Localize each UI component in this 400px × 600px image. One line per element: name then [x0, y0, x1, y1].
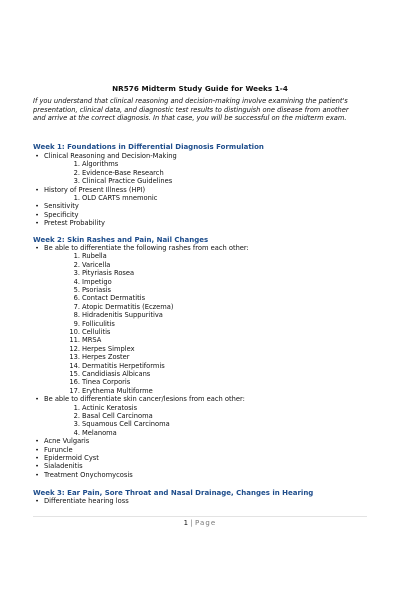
page-footer	[0, 519, 400, 527]
sub-list-item: Clinical Practice Guidelines	[82, 177, 173, 186]
sub-list-item: Folliculitis	[82, 319, 115, 328]
list-number: 7.	[73, 302, 80, 311]
bullet-icon: •	[35, 497, 39, 505]
intro-paragraph: If you understand that clinical reasoning and decision-making involve examining the patient's presentation, clinical data, and diagnostic test results to distinguish one disease from another and arrive at the correct diagnosis. In that case, you will be successful on the midterm exam.	[33, 97, 349, 123]
sub-list-item: Algorithms	[82, 160, 119, 169]
sub-list-item: Melanoma	[82, 428, 117, 437]
sub-list-item: Psoriasis	[82, 286, 112, 294]
sub-list-item: Contact Dermatitis	[82, 294, 146, 303]
bullet-icon: •	[35, 454, 39, 462]
list-item: Sensitivity	[44, 202, 79, 211]
list-number: 17.	[69, 386, 80, 395]
week3-heading: Week 3: Ear Pain, Sore Throat and Nasal Drainage, Changes in Hearing	[33, 489, 314, 497]
list-number: 8.	[73, 311, 80, 320]
sub-list-item: OLD CARTS mnemonic	[82, 194, 158, 202]
list-number: 2.	[73, 412, 80, 420]
page-label: Page	[194, 519, 217, 527]
sub-list-item: Hidradenitis Suppuritiva	[82, 311, 163, 320]
list-item: Sialadenitis	[44, 462, 83, 471]
list-number: 3.	[73, 420, 80, 429]
list-item: Be able to differentiate the following rashes from each other:	[44, 244, 249, 252]
sub-list-item: Herpes Zoster	[82, 353, 130, 362]
list-number: 11.	[69, 336, 80, 345]
bullet-icon: •	[35, 152, 39, 160]
list-number: 1.	[73, 252, 80, 261]
sub-list-item: Cellulitis	[82, 328, 111, 336]
bullet-icon: •	[35, 395, 39, 404]
list-number: 9.	[73, 319, 80, 328]
page-number: 1	[183, 519, 189, 527]
list-item: Differentiate hearing loss	[44, 497, 129, 505]
sub-list-item: Squamous Cell Carcinoma	[82, 420, 170, 429]
list-number: 1.	[73, 403, 80, 412]
list-number: 12.	[69, 344, 80, 353]
list-number: 16.	[69, 378, 80, 387]
list-number: 3.	[73, 269, 80, 278]
bullet-icon: •	[35, 437, 39, 446]
document-title: NR576 Midterm Study Guide for Weeks 1-4	[112, 84, 288, 93]
sub-list-item: Erythema Multiforme	[82, 386, 153, 395]
list-number: 14.	[69, 361, 80, 370]
week2-heading: Week 2: Skin Rashes and Pain, Nail Changes	[33, 236, 209, 244]
list-number: 2.	[73, 168, 80, 177]
list-number: 4.	[73, 277, 80, 286]
page-separator: |	[190, 519, 193, 527]
list-item: Acne Vulgaris	[44, 437, 90, 446]
sub-list-item: Basal Cell Carcinoma	[82, 412, 153, 420]
sub-list-item: Evidence-Base Research	[82, 168, 164, 177]
sub-list-item: Tinea Corporis	[82, 378, 131, 387]
list-number: 15.	[69, 370, 80, 378]
sub-list-item: Candidiasis Albicans	[82, 370, 151, 378]
list-item: Pretest Probability	[44, 219, 105, 228]
list-number: 5.	[73, 286, 80, 294]
bullet-icon: •	[35, 210, 39, 219]
sub-list-item: Atopic Dermatitis (Eczema)	[82, 302, 174, 311]
list-number: 1.	[73, 194, 80, 202]
sub-list-item: Varicella	[82, 260, 111, 269]
list-number: 2.	[73, 260, 80, 269]
list-item: Treatment Onychomycosis	[44, 470, 133, 479]
bullet-icon: •	[35, 470, 39, 479]
list-number: 1.	[73, 160, 80, 169]
sub-list-item: MRSA	[82, 336, 102, 345]
sub-list-item: Pityriasis Rosea	[82, 269, 135, 278]
bullet-icon: •	[35, 219, 39, 228]
list-item: Specificity	[44, 210, 79, 219]
list-number: 13.	[69, 353, 80, 362]
list-number: 10.	[69, 328, 80, 336]
bullet-icon: •	[35, 445, 39, 454]
list-number: 6.	[73, 294, 80, 303]
sub-list-item: Dermatitis Herpetiformis	[82, 361, 165, 370]
list-item: Be able to differentiate skin cancer/lesions from each other:	[44, 395, 245, 404]
bullet-icon: •	[35, 185, 39, 194]
bullet-icon: •	[35, 462, 39, 471]
sub-list-item: Impetigo	[82, 277, 112, 286]
sub-list-item: Rubella	[82, 252, 107, 261]
list-number: 4.	[73, 428, 80, 437]
bullet-icon: •	[35, 202, 39, 211]
list-number: 3.	[73, 177, 80, 186]
week1-heading: Week 1: Foundations in Differential Diagnosis Formulation	[33, 143, 264, 151]
bullet-icon: •	[35, 244, 39, 252]
list-item: Furuncle	[44, 445, 73, 454]
list-item: Epidermoid Cyst	[44, 454, 99, 462]
sub-list-item: Herpes Simplex	[82, 344, 135, 353]
sub-list-item: Actinic Keratosis	[82, 403, 138, 412]
footer-divider	[33, 516, 367, 517]
list-item: History of Present Illness (HPI)	[44, 185, 146, 194]
list-item: Clinical Reasoning and Decision-Making	[44, 152, 177, 160]
